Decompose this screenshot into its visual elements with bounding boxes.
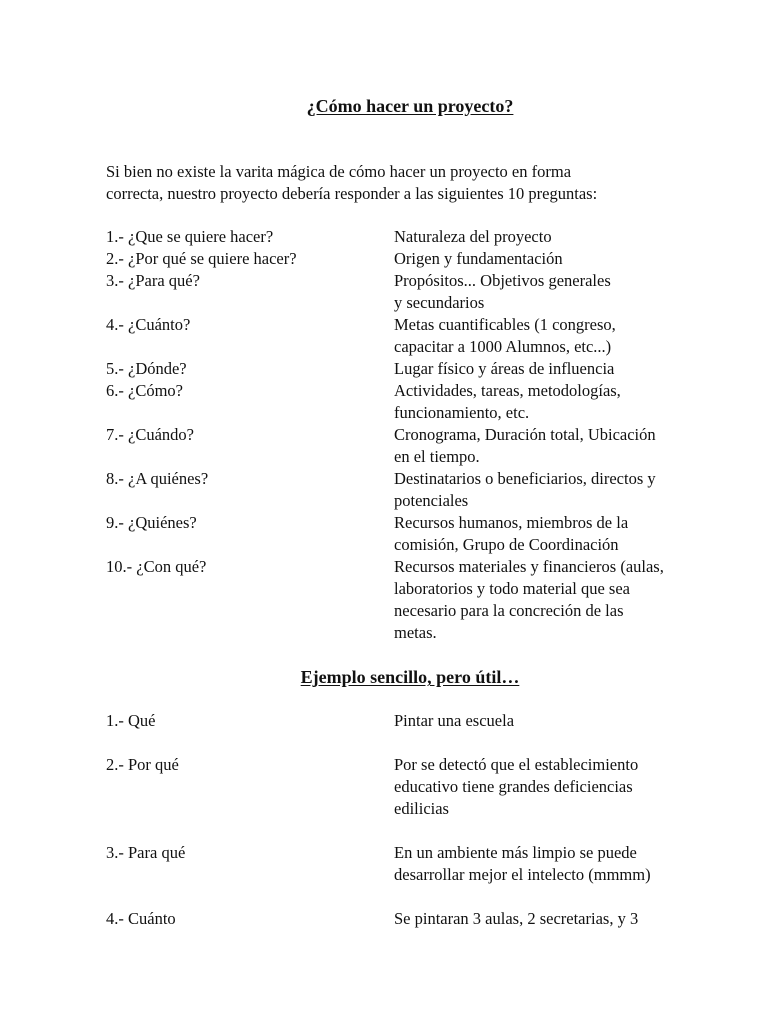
question-label: 6.- ¿Cómo? — [106, 381, 183, 400]
question-label: 7.- ¿Cuándo? — [106, 425, 194, 444]
answer-line: Origen y fundamentación — [394, 249, 563, 268]
answer-line: Cronograma, Duración total, Ubicación — [394, 425, 656, 444]
answer-text — [394, 908, 724, 930]
example-title: Ejemplo sencillo, pero útil… — [300, 667, 520, 687]
answer-line: Destinatarios o beneficiarios, directos y — [394, 469, 656, 488]
question-label: 1.- Qué — [106, 711, 156, 730]
answer-line: Actividades, tareas, metodologías, — [394, 381, 621, 400]
answer-text — [394, 248, 724, 270]
answer-line: laboratorios y todo material que sea — [394, 579, 630, 598]
question-label: 3.- Para qué — [106, 843, 186, 862]
answer-text — [394, 270, 724, 314]
answer-line: necesario para la concreción de las — [394, 601, 624, 620]
answer-line: edilicias — [394, 799, 449, 818]
document-title: ¿Cómo hacer un proyecto? — [306, 96, 514, 116]
answer-line: potenciales — [394, 491, 469, 510]
answer-text — [394, 314, 724, 358]
answer-line: Por se detectó que el establecimiento — [394, 755, 639, 774]
answer-text — [394, 842, 724, 886]
question-label: 8.- ¿A quiénes? — [106, 469, 209, 488]
answer-text — [394, 468, 724, 512]
answer-text — [394, 556, 724, 644]
answer-line: Se pintaran 3 aulas, 2 secretarias, y 3 — [394, 909, 639, 928]
answer-line: y secundarios — [394, 293, 485, 312]
answer-line: Recursos materiales y financieros (aulas, — [394, 557, 664, 576]
answer-line: Recursos humanos, miembros de la — [394, 513, 629, 532]
answer-text — [394, 226, 724, 248]
question-label: 9.- ¿Quiénes? — [106, 513, 197, 532]
answer-text — [394, 424, 724, 468]
question-label: 10.- ¿Con qué? — [106, 557, 207, 576]
question-label: 2.- ¿Por qué se quiere hacer? — [106, 249, 297, 268]
intro-line: Si bien no existe la varita mágica de cómo hacer un proyecto en forma — [106, 162, 572, 181]
answer-text — [394, 754, 724, 820]
question-label: 2.- Por qué — [106, 755, 179, 774]
question-label: 5.- ¿Dónde? — [106, 359, 187, 378]
answer-line: Metas cuantificables (1 congreso, — [394, 315, 616, 334]
intro-line: correcta, nuestro proyecto debería responder a las siguientes 10 preguntas: — [106, 184, 598, 203]
answer-line: Lugar físico y áreas de influencia — [394, 359, 615, 378]
answer-line: desarrollar mejor el intelecto (mmmm) — [394, 865, 651, 884]
answer-text — [394, 358, 724, 380]
answer-line: capacitar a 1000 Alumnos, etc...) — [394, 337, 612, 356]
answer-text — [394, 380, 724, 424]
answer-line: Pintar una escuela — [394, 711, 515, 730]
question-label: 3.- ¿Para qué? — [106, 271, 200, 290]
answer-line: En un ambiente más limpio se puede — [394, 843, 637, 862]
intro-paragraph — [106, 161, 726, 205]
question-label: 4.- Cuánto — [106, 909, 176, 928]
answer-line: educativo tiene grandes deficiencias — [394, 777, 633, 796]
question-label: 1.- ¿Que se quiere hacer? — [106, 227, 274, 246]
answer-line: Naturaleza del proyecto — [394, 227, 552, 246]
answer-line: comisión, Grupo de Coordinación — [394, 535, 619, 554]
answer-text — [394, 710, 724, 732]
answer-line: en el tiempo. — [394, 447, 480, 466]
answer-text — [394, 512, 724, 556]
question-label: 4.- ¿Cuánto? — [106, 315, 191, 334]
answer-line: funcionamiento, etc. — [394, 403, 530, 422]
answer-line: Propósitos... Objetivos generales — [394, 271, 611, 290]
answer-line: metas. — [394, 623, 437, 642]
